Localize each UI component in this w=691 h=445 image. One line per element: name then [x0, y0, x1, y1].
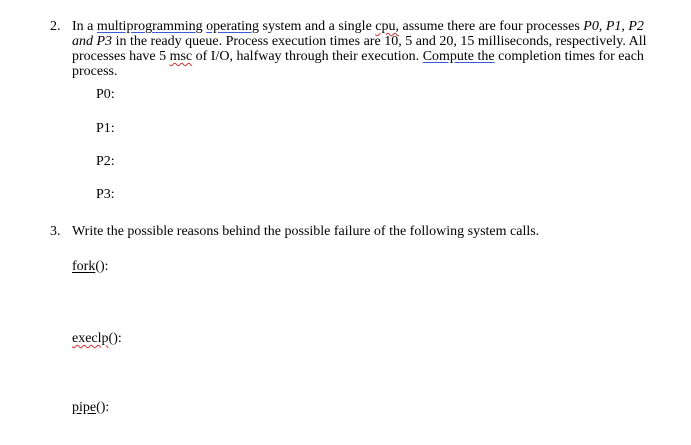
syscall-pipe-label: pipe(): [72, 400, 110, 415]
question-2-number: 2. [50, 19, 61, 34]
question-2-line-2: and P3 in the ready queue. Process execution times are 10, 5 and 20, 15 milliseconds, respectively. All [72, 34, 647, 49]
spell-mark-cpu: cpu, [375, 19, 400, 34]
question-2-line-3: processes have 5 msc of I/O, halfway through their execution. Compute the completion times for each [72, 49, 644, 64]
syscall-execlp-name: execlp [72, 331, 109, 346]
question-2-line-4: process. [72, 64, 118, 79]
answer-p1-label: P1: [96, 121, 115, 136]
syscall-fork-label: fork(): [72, 259, 109, 274]
spell-mark-msc: msc [169, 49, 193, 64]
question-2-text [72, 19, 684, 79]
answer-p0-label: P0: [96, 87, 115, 102]
answer-p3-label: P3: [96, 187, 115, 202]
grammar-mark-operating: operating [206, 19, 260, 34]
question-2-line-1: In a multiprogramming operating system and a single cpu, assume there are four processes P0, P1, P2 [72, 19, 644, 34]
question-3-text: Write the possible reasons behind the possible failure of the following system calls. [72, 224, 540, 239]
question-3-number: 3. [50, 224, 61, 239]
grammar-mark-compute: Compute the [422, 49, 495, 64]
syscall-execlp-label: execlp(): [72, 331, 122, 346]
answer-p2-label: P2: [96, 154, 115, 169]
syscall-fork-name: fork [72, 259, 96, 274]
syscall-pipe-name: pipe [72, 400, 97, 415]
spell-mark-multiprogramming: multiprogramming [96, 19, 203, 34]
